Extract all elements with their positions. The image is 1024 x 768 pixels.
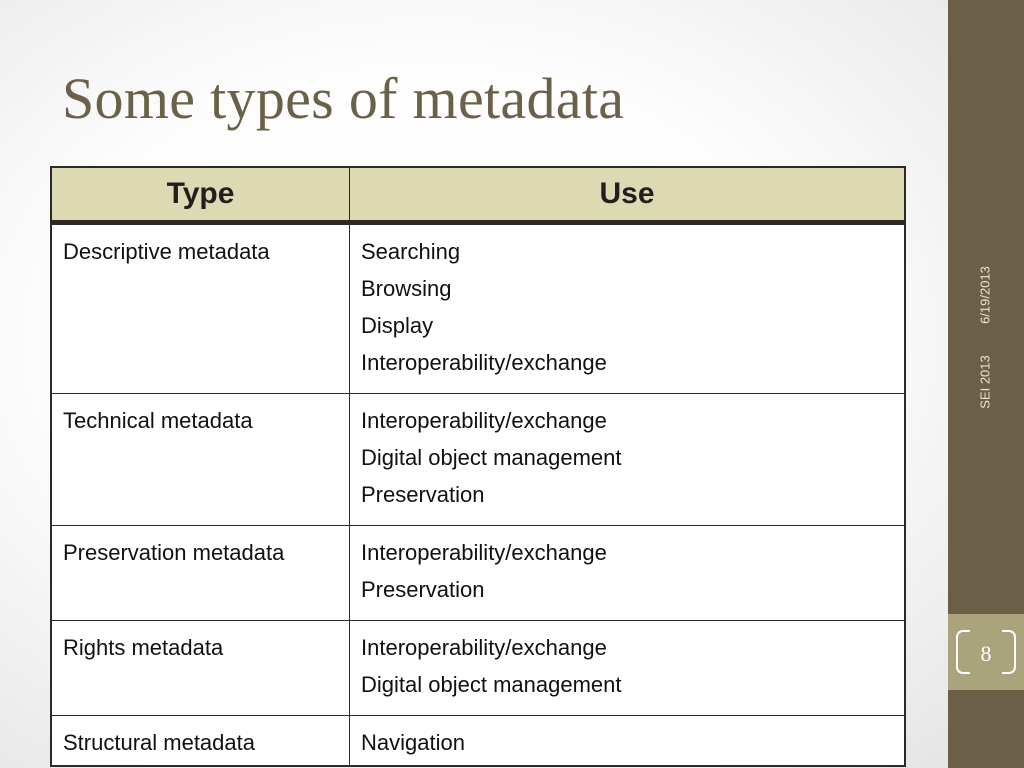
header-type: Type — [51, 167, 350, 223]
use-item: Preservation — [361, 482, 485, 507]
use-item: Preservation — [361, 577, 485, 602]
table-row — [51, 621, 905, 716]
use-item: Digital object management — [361, 445, 622, 470]
metadata-use-cell — [350, 621, 906, 716]
use-item: Interoperability/exchange — [361, 350, 607, 375]
metadata-use-cell — [350, 223, 906, 394]
metadata-type-cell: Structural metadata — [51, 716, 350, 767]
metadata-type-cell: Technical metadata — [51, 394, 350, 526]
use-item: Browsing — [361, 276, 452, 301]
use-item: Interoperability/exchange — [361, 408, 607, 433]
table-header-row — [51, 167, 905, 223]
table-row — [51, 223, 905, 394]
metadata-type-cell: Rights metadata — [51, 621, 350, 716]
use-item: Display — [361, 313, 434, 338]
page-number: 8 — [980, 641, 992, 666]
slide-date: 6/19/2013 — [977, 266, 993, 324]
table-body — [51, 223, 905, 767]
metadata-type-cell: Preservation metadata — [51, 526, 350, 621]
use-item: Searching — [361, 239, 461, 264]
use-item: Navigation — [361, 730, 465, 755]
table-row — [51, 526, 905, 621]
metadata-use-cell — [350, 394, 906, 526]
use-item: Interoperability/exchange — [361, 635, 607, 660]
slide-title: Some types of metadata — [62, 66, 625, 131]
metadata-use-cell — [350, 716, 906, 767]
use-item: Interoperability/exchange — [361, 540, 607, 565]
metadata-table — [50, 166, 906, 767]
metadata-type-cell: Descriptive metadata — [51, 223, 350, 394]
metadata-use-cell — [350, 526, 906, 621]
use-item: Digital object management — [361, 672, 622, 697]
header-use: Use — [350, 167, 906, 223]
table-row — [51, 716, 905, 767]
page-number-badge — [948, 614, 1024, 690]
slide-footer: SEI 2013 — [977, 355, 993, 409]
table-row — [51, 394, 905, 526]
